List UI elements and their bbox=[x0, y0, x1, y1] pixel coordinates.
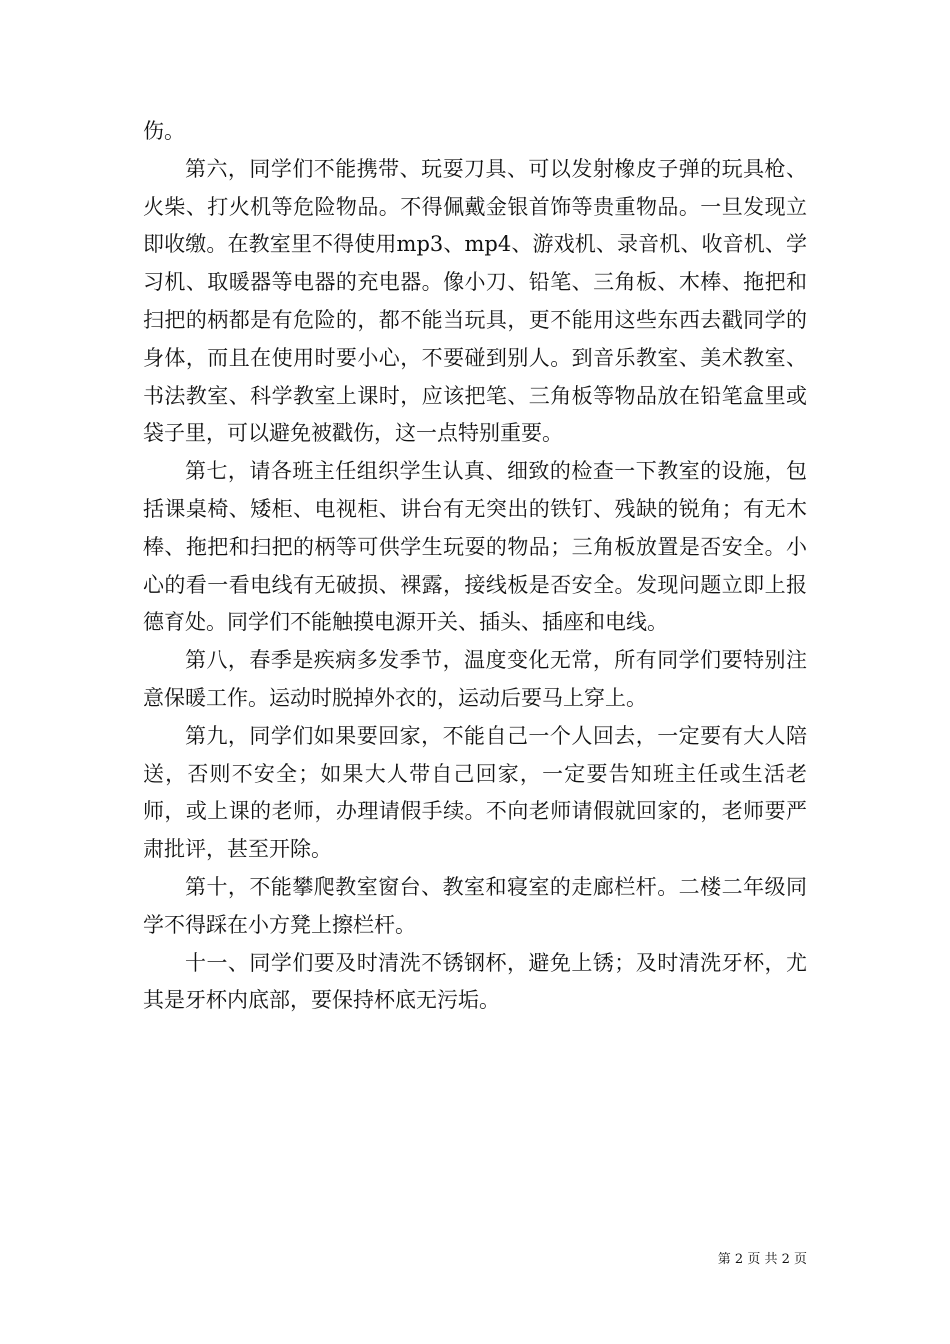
paragraph-rule-9: 第九，同学们如果要回家，不能自己一个人回去，一定要有大人陪送，否则不安全；如果大人带自己回家，一定要告知班主任或生活老师，或上课的老师，办理请假手续。不向老师请假就回家的，老师要严肃批评，甚至开除。 bbox=[143, 723, 807, 862]
paragraph-rule-10: 第十，不能攀爬教室窗台、教室和寝室的走廊栏杆。二楼二年级同学不得踩在小方凳上擦栏杆。 bbox=[143, 874, 807, 937]
paragraph-rule-7: 第七，请各班主任组织学生认真、细致的检查一下教室的设施，包括课桌椅、矮柜、电视柜、讲台有无突出的铁钉、残缺的锐角；有无木棒、拖把和扫把的柄等可供学生玩耍的物品；三角板放置是否安全。小心的看一看电线有无破损、裸露，接线板是否安全。发现问题立即上报德育处。同学们不能触摸电源开关、插头、插座和电线。 bbox=[143, 459, 807, 635]
document-body bbox=[143, 113, 807, 1020]
paragraph-rule-8: 第八，春季是疾病多发季节，温度变化无常，所有同学们要特别注意保暖工作。运动时脱掉外衣的，运动后要马上穿上。 bbox=[143, 648, 807, 710]
paragraph-rule-6: 第六，同学们不能携带、玩耍刀具、可以发射橡皮子弹的玩具枪、火柴、打火机等危险物品。不得佩戴金银首饰等贵重物品。一旦发现立即收缴。在教室里不得使用mp3、mp4、游戏机、录音机、收音机、学习机、取暖器等电器的充电器。像小刀、铅笔、三角板、木棒、拖把和扫把的柄都是有危险的，都不能当玩具，更不能用这些东西去戳同学的身体，而且在使用时要小心，不要碰到别人。到音乐教室、美术教室、书法教室、科学教室上课时，应该把笔、三角板等物品放在铅笔盒里或袋子里，可以避免被戳伤，这一点特别重要。 bbox=[143, 156, 807, 446]
paragraph-rule-11: 十一、同学们要及时清洗不锈钢杯，避免上锈；及时清洗牙杯，尤其是牙杯内底部，要保持杯底无污垢。 bbox=[143, 950, 807, 1013]
paragraph-continuation: 伤。 bbox=[143, 119, 185, 143]
page-number-footer: 第 2 页 共 2 页 bbox=[717, 1252, 807, 1267]
